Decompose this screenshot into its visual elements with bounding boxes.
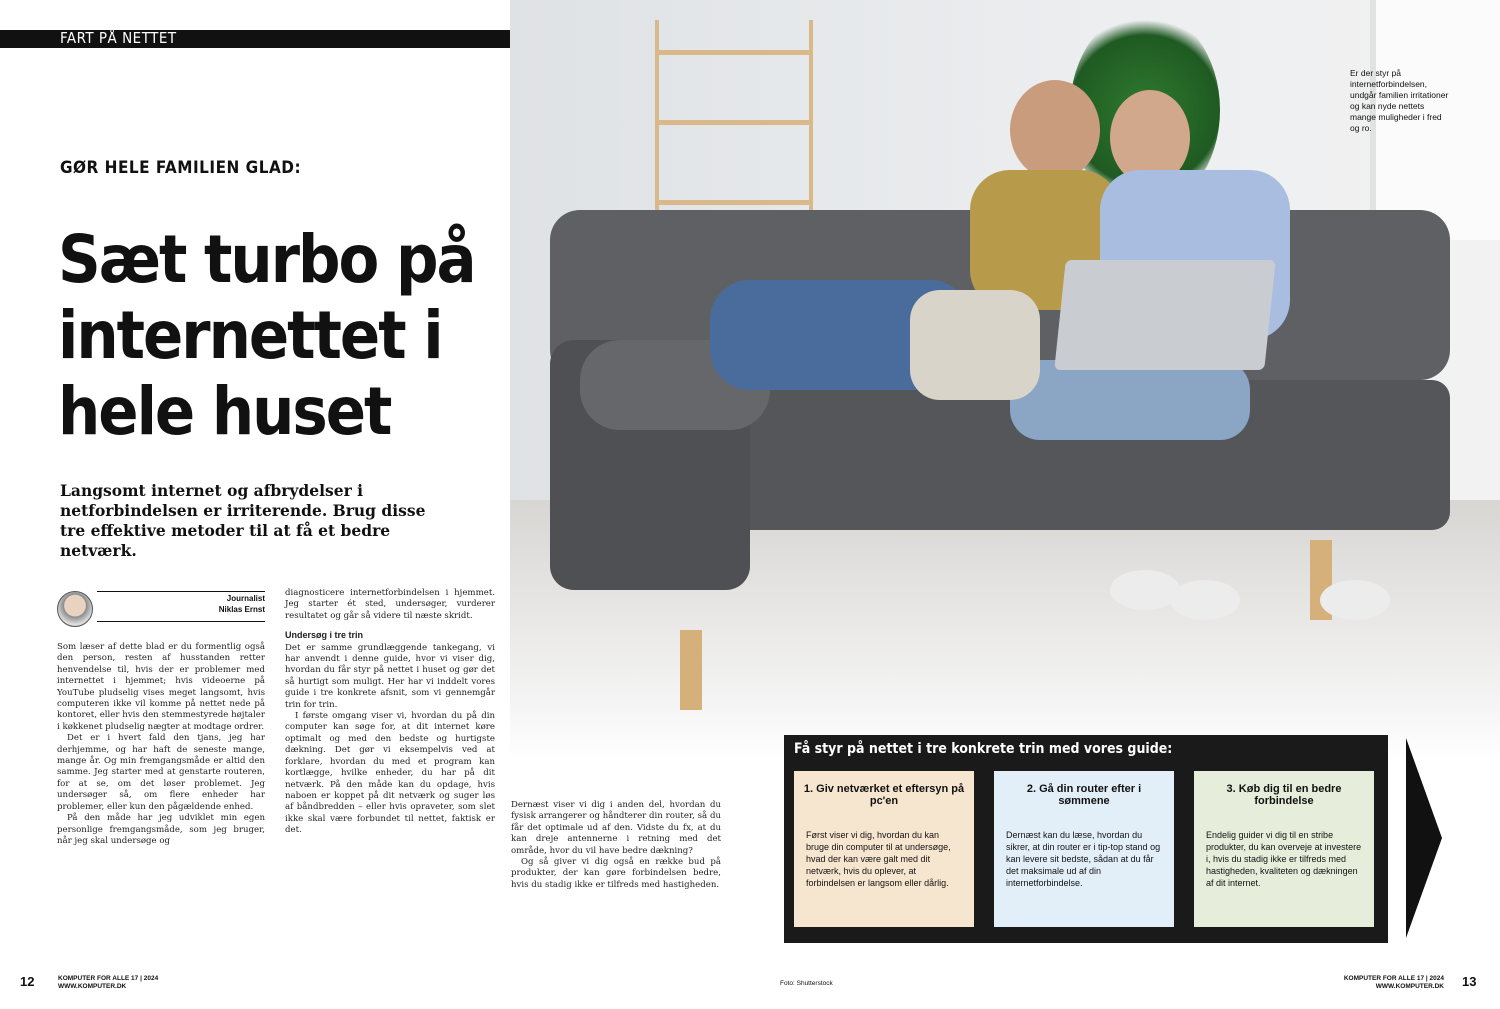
byline-role: Journalist bbox=[226, 594, 265, 603]
body-column-2 bbox=[285, 588, 495, 837]
step-title: 2. Gå din router efter i sømmene bbox=[1026, 783, 1142, 807]
body-paragraph: Det er samme grundlæggende tankegang, vi har anvendt i denne guide, hvor vi viser dig, hvordan du får styr på nettet i huset og gør det så hurtigt som muligt. Her har vi inddelt vores guide i tre konkrete afsnit, som vi gennemgår trin for trin. bbox=[285, 642, 495, 710]
footer-website: WWW.KOMPUTER.DK bbox=[58, 983, 127, 990]
guide-box bbox=[784, 735, 1388, 943]
laptop-illustration bbox=[1054, 260, 1276, 370]
guide-step-2 bbox=[994, 771, 1174, 927]
body-paragraph: I første omgang viser vi, hvordan du på din computer kan søge for, at dit internet køre optimalt og med den bedste og hurtigste dækning. Det gør vi eksempelvis ved at forklare, hvordan du med et program kan kortlægge, hvilke enheder, du har på dit netværk. På den måde kan du opdage, hvis naboen er koppet på dit netværk og suger løs af båndbredden – eller hvis opraveter, som slet ikke skal være forbundet til nettet, faktisk er det. bbox=[285, 711, 495, 836]
byline-name: Niklas Ernst bbox=[218, 605, 265, 614]
body-column-3 bbox=[511, 800, 721, 891]
step-text: Først viser vi dig, hvordan du kan bruge din computer til at undersøge, hvad der kan være galt med dit netværk, hvis du oplever, at forbindelsen er langsom eller dårlig. bbox=[806, 830, 951, 888]
body-paragraph: Dernæst viser vi dig i anden del, hvordan du fysisk arrangerer og håndterer din router, så du får det optimale ud af den. Vidste du fx, at du kan dreje antennerne i retning med det område, hvor du vil have bedre dækning? bbox=[511, 800, 721, 856]
shelf-illustration bbox=[655, 20, 813, 220]
step-text: Endelig guider vi dig til en stribe produkter, du kan overveje at investere i, hvis du stadig ikke er tilfreds med hastigheden, kvaliteten og dækningen af dit internet. bbox=[1206, 830, 1362, 888]
guide-step-3 bbox=[1194, 771, 1374, 927]
photo-caption: Er der styr på internetforbindelsen, undgår familien irritationer og kan nyde nettets mange muligheder i fred og ro. bbox=[1350, 68, 1449, 133]
arrow-right-icon bbox=[1406, 738, 1442, 938]
step-title: 3. Køb dig til en bedre forbindelse bbox=[1226, 783, 1342, 807]
kicker: GØR HELE FAMILIEN GLAD: bbox=[60, 158, 302, 178]
body-paragraph: Og så giver vi dig også en række bud på produkter, der kan gøre forbindelsen bedre, hvis du stadig ikke er tilfreds med hastigheden. bbox=[511, 857, 721, 890]
footer-right bbox=[1340, 975, 1444, 991]
footer-publication: KOMPUTER FOR ALLE 17 | 2024 bbox=[1343, 975, 1444, 982]
page-number-right: 13 bbox=[1462, 974, 1477, 989]
author-avatar bbox=[57, 591, 93, 627]
body-paragraph: Som læser af dette blad er du formentlig også den person, resten af husstanden retter henvendelse til, hvis der er problemer med internettet i hjemmet; hvis videoerne på YouTube pludselig vises meget langsomt, hvis computeren ikke vil komme på nettet nede på kontoret, eller hvis den stemmestyrede højtaler i køkkenet pludselig nægter at modtage ordrer. bbox=[57, 642, 265, 732]
step-title: 1. Giv netværket et eftersyn på pc'en bbox=[803, 783, 965, 807]
section-label: FART PÅ NETTET bbox=[60, 29, 177, 47]
page-number-left: 12 bbox=[20, 974, 35, 989]
byline bbox=[57, 591, 265, 625]
footer-website: WWW.KOMPUTER.DK bbox=[1375, 983, 1444, 990]
body-column-1 bbox=[57, 642, 265, 847]
headline: Sæt turbo på internettet i hele huset bbox=[58, 221, 475, 450]
guide-title: Få styr på nettet i tre konkrete trin med vores guide: bbox=[794, 741, 1173, 757]
step-text: Dernæst kan du læse, hvordan du sikrer, at din router er i tip-top stand og kan levere sit bedste, sådan at du får det maksimale ud af din internetforbindelse. bbox=[1006, 830, 1161, 888]
guide-step-1 bbox=[794, 771, 974, 927]
photo-credit: Foto: Shutterstock bbox=[780, 980, 833, 987]
footer-publication: KOMPUTER FOR ALLE 17 | 2024 bbox=[58, 975, 159, 982]
body-paragraph: diagnosticere internetforbindelsen i hjemmet. Jeg starter ét sted, undersøger, vurderer resultatet og går så videre til næste skridt. bbox=[285, 588, 495, 621]
body-paragraph: Det er i hvert fald den tjans, jeg har derhjemme, og har haft de seneste mange, mange år. Og min fremgangsmåde er altid den samme. Jeg starter med at genstarte routeren, for at se, om det løser problemet. Jeg undersøger så, om flere enheder har problemer, eller kun den pågældende enhed. bbox=[57, 733, 265, 812]
footer-left bbox=[58, 975, 158, 991]
body-paragraph: På den måde har jeg udviklet min egen personlige fremgangsmåde, som jeg bruger, når jeg skal undersøge og bbox=[57, 813, 265, 846]
subheading: Undersøg i tre trin bbox=[285, 630, 364, 641]
lead-paragraph: Langsomt internet og afbrydelser i netforbindelsen er irriterende. Brug disse tre effektive metoder til at få et bedre netværk. bbox=[60, 481, 426, 560]
